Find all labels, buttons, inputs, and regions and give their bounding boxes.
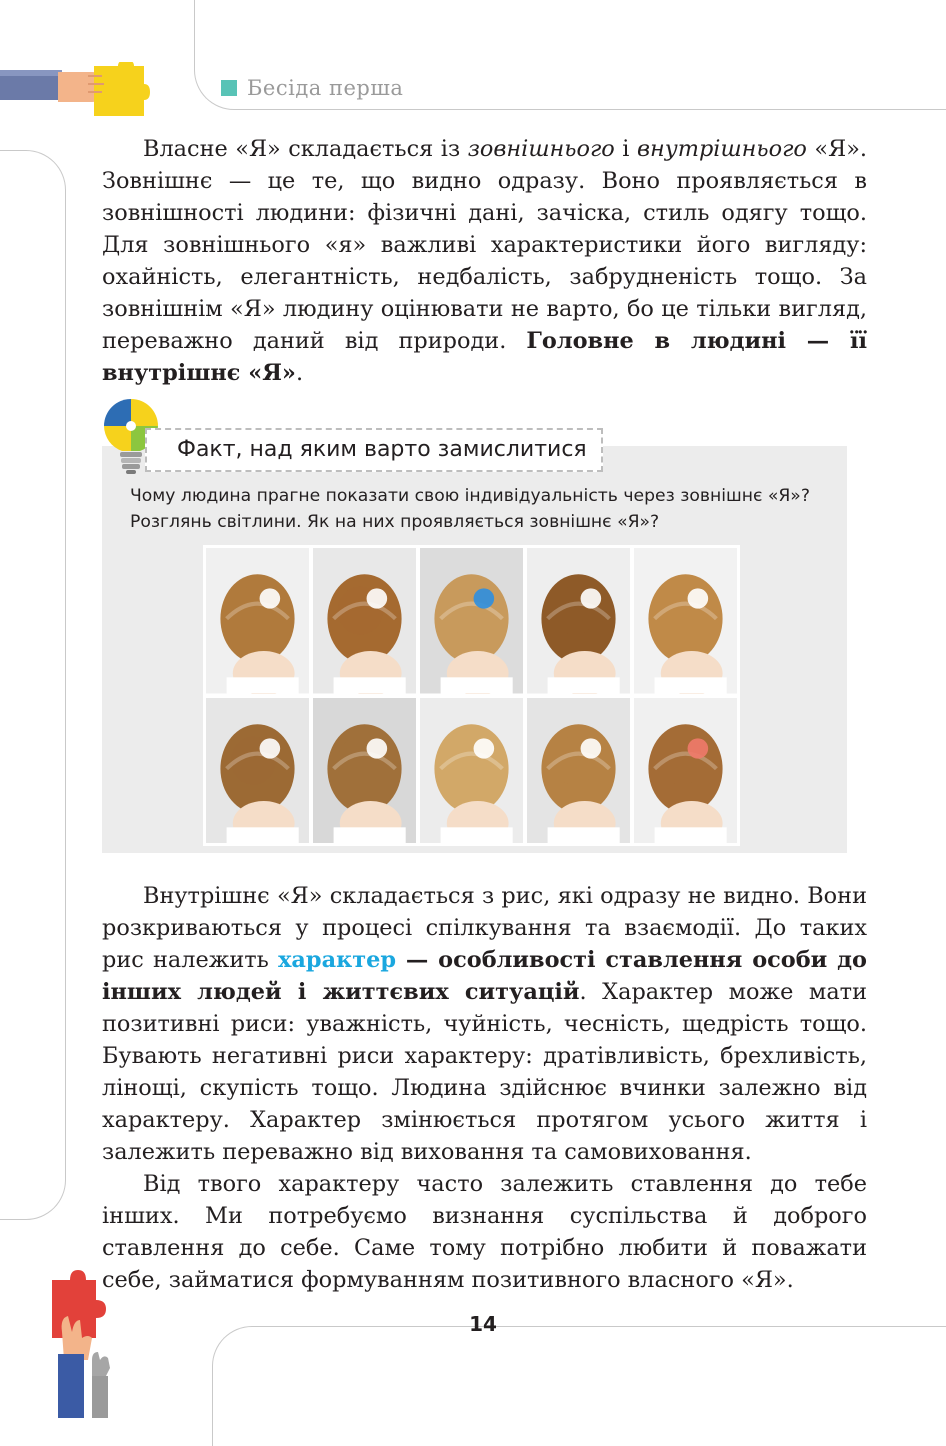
p2-text-2: . Характер може мати позитивні риси: уважність, чуйність, чесність, щедрість тощо. Бувають негативні риси характеру: дратівливість, брехливість, лінощі, скупість тощо. Людина здійснює вчинки залежно від характеру. Характер змінюється протягом усього життя і залежить переважно від виховання та самовиховання. [102,979,867,1165]
hand-puzzle-icon [0,62,160,116]
term-character: характер [278,947,397,973]
hands-puzzle-icon [48,1262,128,1418]
hairstyle-photo-icon [420,548,523,694]
hairstyle-photo-icon [634,698,737,844]
page-frame-left [0,150,66,1220]
p1-italic-1: зовнішнього [467,136,615,162]
hairstyle-photo-3 [420,548,523,694]
hairstyle-photo-10 [634,698,737,844]
p2-text-1: Внутрішнє «Я» складається з рис, які одразу не видно. Вони розкриваються у процесі спілкування та взаємодії. До таких рис належить [102,883,867,973]
hairstyle-photo-icon [313,548,416,694]
hairstyle-photo-2 [313,548,416,694]
hairstyle-photo-8 [420,698,523,844]
hairstyle-photo-icon [527,698,630,844]
p1-text-2: і [614,136,637,162]
hairstyle-gallery [203,545,740,846]
paragraph-conclusion: Від твого характеру часто залежить ставлення до тебе інших. Ми потребуємо визнання суспільства й доброго ставлення до себе. Саме тому потрібно любити й поважати себе, займатися формуванням позитивного власного «Я». [102,1171,867,1293]
hairstyle-photo-icon [313,698,416,844]
fact-line-1: Чому людина прагне показати свою індивідуальність через зовнішнє «Я»? [130,486,810,506]
hairstyle-photo-icon [206,698,309,844]
p1-bold: Головне в людині — її внутрішнє «Я» [102,328,867,386]
fact-line-2: Розглянь світлини. Як на них проявляється зовнішнє «Я»? [130,512,660,532]
page-number: 14 [469,1312,497,1336]
header-square-icon [221,80,237,96]
hairstyle-photo-6 [206,698,309,844]
hairstyle-photo-1 [206,548,309,694]
hairstyle-photo-5 [634,548,737,694]
paragraph-external-self [102,133,867,389]
page-frame-bottom [212,1326,946,1446]
hairstyle-photo-icon [634,548,737,694]
paragraph-internal-self [102,880,867,1296]
fact-question [130,483,870,535]
term-definition: — особливості ставлення особи до інших людей і життєвих ситуацій [102,947,867,1005]
hairstyle-photo-icon [420,698,523,844]
fact-title: Факт, над яким варто замислитися [145,428,603,472]
p1-text-3: «Я». Зовнішнє — це те, що видно одразу. Воно проявляється в зовнішності людини: фізичні дані, зачіска, стиль одягу тощо. Для зовнішнього «я» важливі характеристики його вигляду: охайність, елегантність, недбалість, забрудненість тощо. За зовнішнім «Я» людину оцінювати не варто, бо це тільки вигляд, переважно даний від природи. [102,136,868,354]
hairstyle-photo-9 [527,698,630,844]
chapter-title: Бесіда перша [247,76,404,100]
p1-italic-2: внутрішнього [636,136,807,162]
p1-text-4: . [295,360,304,386]
chapter-header [221,76,403,100]
hairstyle-photo-4 [527,548,630,694]
hairstyle-photo-7 [313,698,416,844]
p1-text-1: Власне «Я» складається із [143,136,468,162]
hairstyle-photo-icon [527,548,630,694]
hairstyle-photo-icon [206,548,309,694]
